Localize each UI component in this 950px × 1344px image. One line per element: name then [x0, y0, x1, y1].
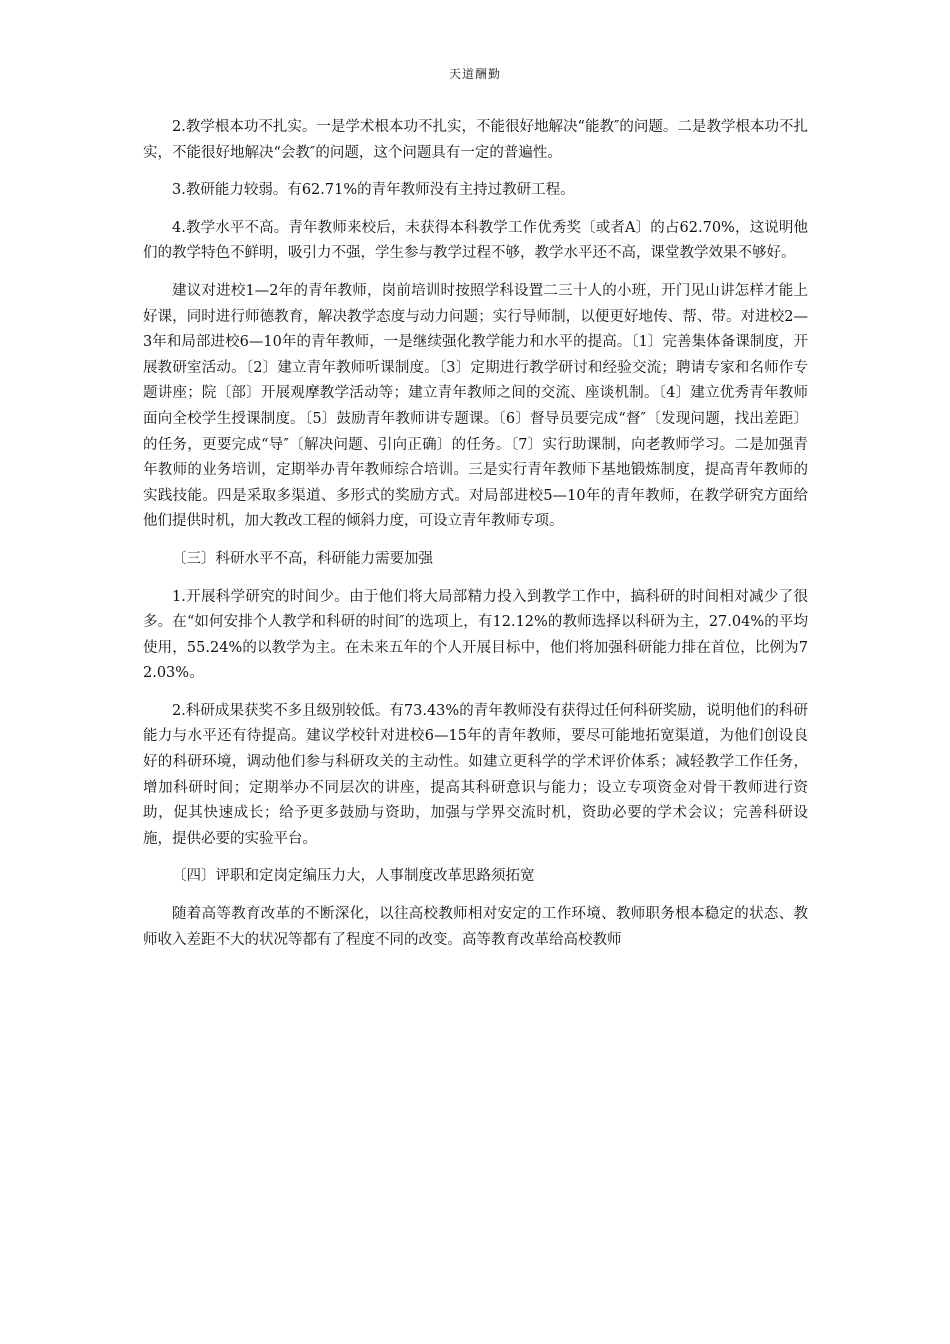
paragraph-research-time: 1.开展科学研究的时间少。由于他们将大局部精力投入到教学工作中，搞科研的时间相对减少了很多。在“如何安排个人教学和科研的时间″的选项上，有12.12%的教师选择以科研为主，27.04%的平均使用，55.24%的以教学为主。在未来五年的个人开展目标中，他们将加强科研能力排在首位，比例为72.03%。 — [143, 588, 808, 682]
section-heading-personnel: 〔四〕评职和定岗定编压力大，人事制度改革思路须拓宽 — [172, 868, 535, 885]
paragraph-research-awards: 2.科研成果获奖不多且级别较低。有73.43%的青年教师没有获得过任何科研奖励，说明他们的科研能力与水平还有待提高。建议学校针对进校6—15年的青年教师，要尽可能地拓宽渠道，为他们创设良好的科研环境，调动他们参与科研攻关的主动性。如建立更科学的学术评价体系；减轻教学工作任务，增加科研时间；定期举办不同层次的讲座，提高其科研意识与能力；设立专项资金对骨干教师进行资助，促其快速成长；给予更多鼓励与资助，加强与学界交流时机，资助必要的学术会议；完善科研设施，提供必要的实验平台。 — [143, 702, 808, 847]
section-heading-research: 〔三〕科研水平不高，科研能力需要加强 — [172, 550, 433, 567]
paragraph-research-ability: 3.教研能力较弱。有62.71%的青年教师没有主持过教研工程。 — [172, 182, 575, 199]
paragraph-teaching-foundation: 2.教学根本功不扎实。一是学术根本功不扎实，不能很好地解决“能教″的问题。二是教学根本功不扎实，不能很好地解决“会教″的问题，这个问题具有一定的普遍性。 — [143, 119, 808, 161]
page-header: 天道酬勤 — [448, 67, 501, 81]
paragraph-teaching-level: 4.教学水平不高。青年教师来校后，未获得本科教学工作优秀奖〔或者A〕的占62.70%，这说明他们的教学特色不鲜明，吸引力不强，学生参与教学过程不够，教学水平还不高，课堂教学效果不够好。 — [143, 219, 808, 262]
document-body — [143, 115, 808, 953]
paragraph-recommendations: 建议对进校1—2年的青年教师，岗前培训时按照学科设置二三十人的小班，开门见山讲怎样才能上好课，同时进行师德教育，解决教学态度与动力问题；实行导师制，以便更好地传、帮、带。对进校2—3年和局部进校6—10年的青年教师，一是继续强化教学能力和水平的提高。〔1〕完善集体备课制度，开展教研室活动。〔2〕建立青年教师听课制度。〔3〕定期进行教学研讨和经验交流；聘请专家和名师作专题讲座；院〔部〕开展观摩教学活动等；建立青年教师之间的交流、座谈机制。〔4〕建立优秀青年教师面向全校学生授课制度。〔5〕鼓励青年教师讲专题课。〔6〕督导员要完成“督″〔发现问题，找出差距〕的任务，更要完成“导″〔解决问题、引向正确〕的任务。〔7〕实行助课制，向老教师学习。二是加强青年教师的业务培训，定期举办青年教师综合培训。三是实行青年教师下基地锻炼制度，提高青年教师的实践技能。四是采取多渠道、多形式的奖励方式。对局部进校5—10年的青年教师，在教学研究方面给他们提供时机，加大教改工程的倾斜力度，可设立青年教师专项。 — [143, 282, 808, 530]
paragraph-higher-education-reform: 随着高等教育改革的不断深化，以往高校教师相对安定的工作环境、教师职务根本稳定的状态、教师收入差距不大的状况等都有了程度不同的改变。高等教育改革给高校教师 — [143, 906, 808, 948]
